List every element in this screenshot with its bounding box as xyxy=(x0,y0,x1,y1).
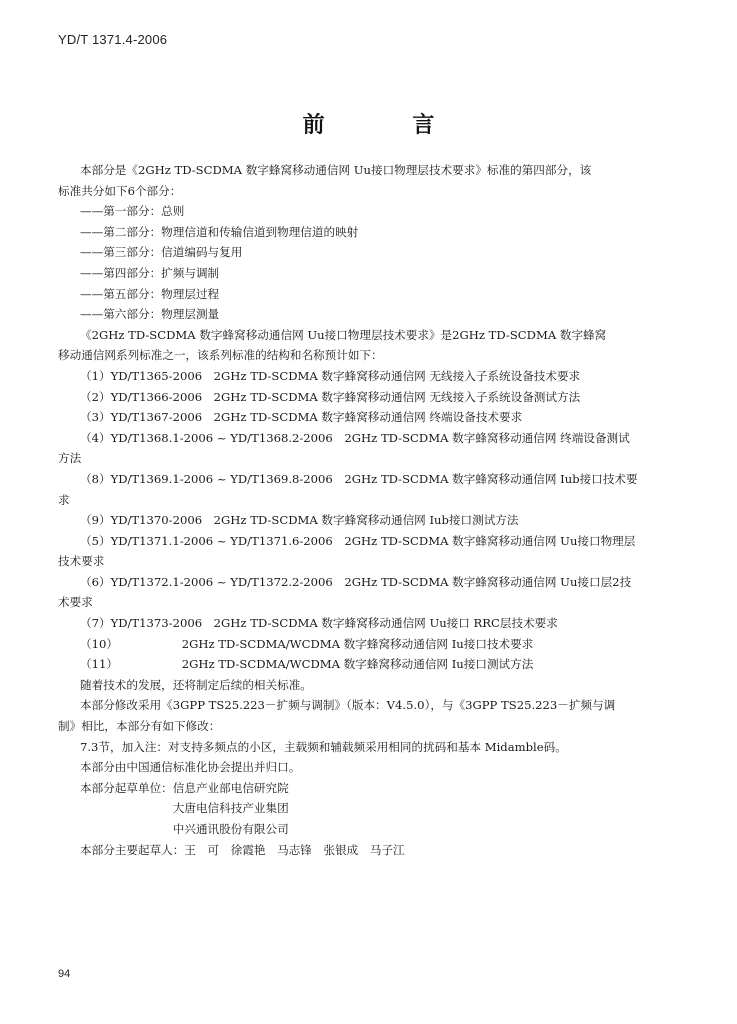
paragraph: 本部分由中国通信标准化协会提出并归口。 xyxy=(80,760,301,775)
paragraph: 本部分修改采用《3GPP TS25.223－扩频与调制》（版本：V4.5.0），与《3GPP TS25.223－扩频与调 xyxy=(80,698,616,713)
list-item: （9）YD/T1370-2006 2GHz TD-SCDMA 数字蜂窝移动通信网 Iub接口测试方法 xyxy=(80,513,519,528)
drafters: 本部分主要起草人：王 可 徐霞艳 马志锋 张银成 马子江 xyxy=(80,842,405,857)
list-item: （7）YD/T1373-2006 2GHz TD-SCDMA 数字蜂窝移动通信网 Uu接口 RRC层技术要求 xyxy=(80,616,558,631)
list-item: ——第五部分：物理层过程 xyxy=(80,286,220,301)
drafting-organization: 中兴通讯股份有限公司 xyxy=(80,822,289,836)
standard-number-header: YD/T 1371.4-2006 xyxy=(58,32,168,47)
list-item: （8）YD/T1369.1-2006 ~ YD/T1369.8-2006 2GHz TD-SCDMA 数字蜂窝移动通信网 Iub接口技术要 xyxy=(80,471,638,486)
list-item-continuation: 方法 xyxy=(58,451,82,466)
drafting-organization: 本部分起草单位：信息产业部电信研究院 xyxy=(80,780,289,795)
paragraph: 《2GHz TD-SCDMA 数字蜂窝移动通信网 Uu接口物理层技术要求》是2GHz TD-SCDMA 数字蜂窝 xyxy=(80,327,607,342)
list-item: （11） 2GHz TD-SCDMA/WCDMA 数字蜂窝移动通信网 Iu接口测试方法 xyxy=(80,657,534,672)
paragraph-continuation: 移动通信网系列标准之一，该系列标准的结构和名称预计如下： xyxy=(58,348,383,363)
list-item: ——第六部分：物理层测量 xyxy=(80,307,220,322)
list-item: ——第二部分：物理信道和传输信道到物理信道的映射 xyxy=(80,224,359,239)
list-item: （10） 2GHz TD-SCDMA/WCDMA 数字蜂窝移动通信网 Iu接口技术要求 xyxy=(80,636,534,651)
paragraph: 本部分是《2GHz TD-SCDMA 数字蜂窝移动通信网 Uu接口物理层技术要求》标准的第四部分，该 xyxy=(80,163,592,177)
list-item: （3）YD/T1367-2006 2GHz TD-SCDMA 数字蜂窝移动通信网 终端设备技术要求 xyxy=(80,410,523,425)
list-item: ——第一部分：总则 xyxy=(80,204,185,219)
page-title: 前 言 xyxy=(302,112,475,138)
list-item: （2）YD/T1366-2006 2GHz TD-SCDMA 数字蜂窝移动通信网 无线接入子系统设备测试方法 xyxy=(80,389,581,404)
paragraph-continuation: 制》相比，本部分有如下修改： xyxy=(58,719,221,734)
list-item: （5）YD/T1371.1-2006 ~ YD/T1371.6-2006 2GHz TD-SCDMA 数字蜂窝移动通信网 Uu接口物理层 xyxy=(80,533,636,548)
drafting-organization: 大唐电信科技产业集团 xyxy=(80,801,289,816)
list-item-continuation: 技术要求 xyxy=(58,554,105,569)
list-item: ——第四部分：扩频与调制 xyxy=(80,265,220,280)
list-item: （6）YD/T1372.1-2006 ~ YD/T1372.2-2006 2GHz TD-SCDMA 数字蜂窝移动通信网 Uu接口层2技 xyxy=(80,574,632,589)
list-item: （4）YD/T1368.1-2006 ~ YD/T1368.2-2006 2GHz TD-SCDMA 数字蜂窝移动通信网 终端设备测试 xyxy=(80,430,630,445)
page-number: 94 xyxy=(58,968,71,980)
list-item: （1）YD/T1365-2006 2GHz TD-SCDMA 数字蜂窝移动通信网 无线接入子系统设备技术要求 xyxy=(80,368,581,383)
list-item-continuation: 术要求 xyxy=(58,595,93,610)
paragraph-continuation: 标准共分如下6个部分： xyxy=(58,183,182,198)
paragraph: 7.3节，加入注：对支持多频点的小区，主载频和辅载频采用相同的扰码和基本 Midamble码。 xyxy=(80,739,567,754)
list-item: ——第三部分：信道编码与复用 xyxy=(80,245,243,260)
list-item-continuation: 求 xyxy=(58,492,70,507)
paragraph: 随着技术的发展，还将制定后续的相关标准。 xyxy=(80,677,312,692)
document-body xyxy=(58,160,688,860)
